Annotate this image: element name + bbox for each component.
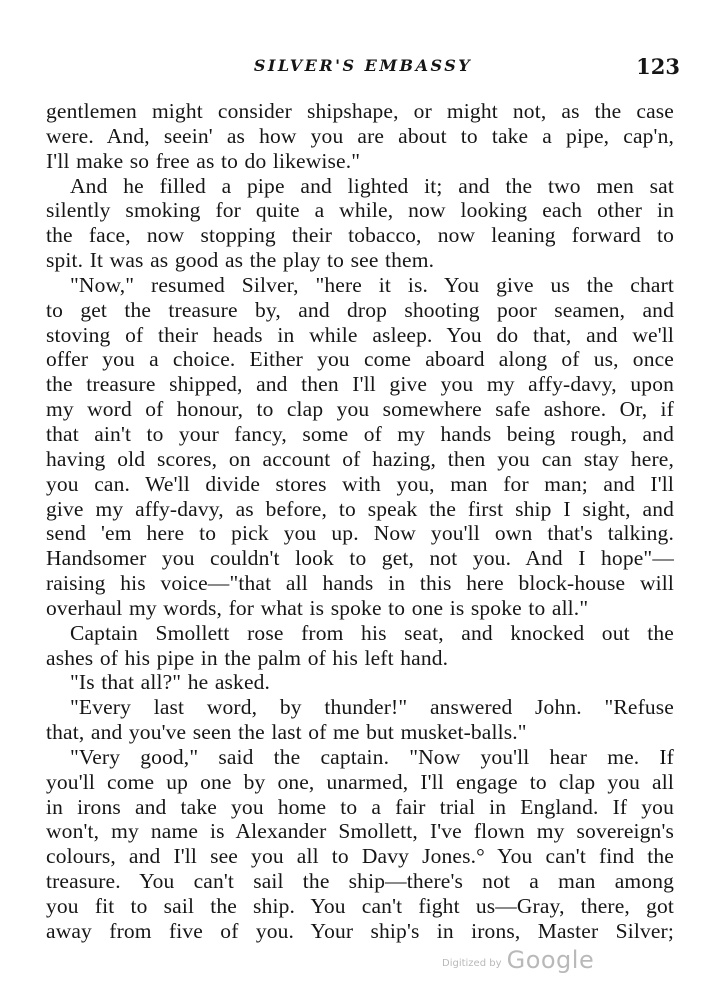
text-line: that ain't to your fancy, some of my hands being rough, and — [46, 421, 674, 446]
google-logo: Google — [506, 946, 595, 974]
running-title: SILVER'S EMBASSY — [253, 56, 473, 75]
text-line: send 'em here to pick you up. Now you'll own that's talking. — [46, 521, 674, 546]
text-line: "Now," resumed Silver, "here it is. You give us the chart — [70, 272, 674, 297]
text-line: you can. We'll divide stores with you, man for man; and I'll — [46, 471, 674, 496]
text-line: Handsomer you couldn't look to get, not you. And I hope"— — [46, 546, 674, 571]
text-line: treasure. You can't sail the ship—there's not a man among — [46, 869, 674, 894]
text-line: my word of honour, to clap you somewhere safe ashore. Or, if — [46, 397, 674, 422]
text-line: were. And, seein' as how you are about to take a pipe, cap'n, — [46, 123, 674, 148]
running-head — [46, 56, 680, 86]
text-line: Captain Smollett rose from his seat, and knocked out the — [70, 620, 674, 645]
body-text — [46, 99, 674, 944]
text-line: the treasure shipped, and then I'll give you my affy-davy, upon — [46, 372, 674, 397]
text-line: spit. It was as good as the play to see them. — [46, 248, 435, 273]
text-line: having old scores, on account of hazing, then you can stay here, — [46, 446, 674, 471]
text-line: you'll come up one by one, unarmed, I'll engage to clap you all — [46, 769, 674, 794]
text-line: ashes of his pipe in the palm of his left hand. — [46, 645, 449, 670]
digitized-by-watermark — [442, 946, 594, 974]
text-line: And he filled a pipe and lighted it; and the two men sat — [70, 173, 674, 198]
text-line: I'll make so free as to do likewise." — [46, 148, 361, 173]
text-line: overhaul my words, for what is spoke to one is spoke to all." — [46, 595, 589, 620]
digitized-label: Digitized by — [442, 958, 502, 969]
text-line: "Every last word, by thunder!" answered John. "Refuse — [70, 695, 674, 720]
text-line: the face, now stopping their tobacco, now leaning forward to — [46, 223, 674, 248]
text-line: "Is that all?" he asked. — [70, 670, 271, 695]
text-line: colours, and I'll see you all to Davy Jones.° You can't find the — [46, 844, 674, 869]
text-line: away from five of you. Your ship's in irons, Master Silver; — [46, 918, 674, 943]
text-line: silently smoking for quite a while, now looking each other in — [46, 198, 674, 223]
text-line: won't, my name is Alexander Smollett, I've flown my sovereign's — [46, 819, 674, 844]
text-line: give my affy-davy, as before, to speak the first ship I sight, and — [46, 496, 674, 521]
text-line: gentlemen might consider shipshape, or might not, as the case — [46, 99, 674, 123]
text-line: "Very good," said the captain. "Now you'll hear me. If — [70, 744, 674, 769]
text-line: stoving of their heads in while asleep. You do that, and we'll — [46, 322, 674, 347]
text-line: you fit to sail the ship. You can't fight us—Gray, there, got — [46, 894, 674, 918]
text-line: offer you a choice. Either you come aboard along of us, once — [46, 347, 674, 372]
text-line: in irons and take you home to a fair trial in England. If you — [46, 794, 674, 819]
page-number: 123 — [636, 54, 680, 79]
text-line: that, and you've seen the last of me but musket-balls." — [46, 720, 527, 745]
text-line: to get the treasure by, and drop shooting poor seamen, and — [46, 297, 674, 322]
text-line: raising his voice—"that all hands in this here block-house will — [46, 571, 674, 596]
